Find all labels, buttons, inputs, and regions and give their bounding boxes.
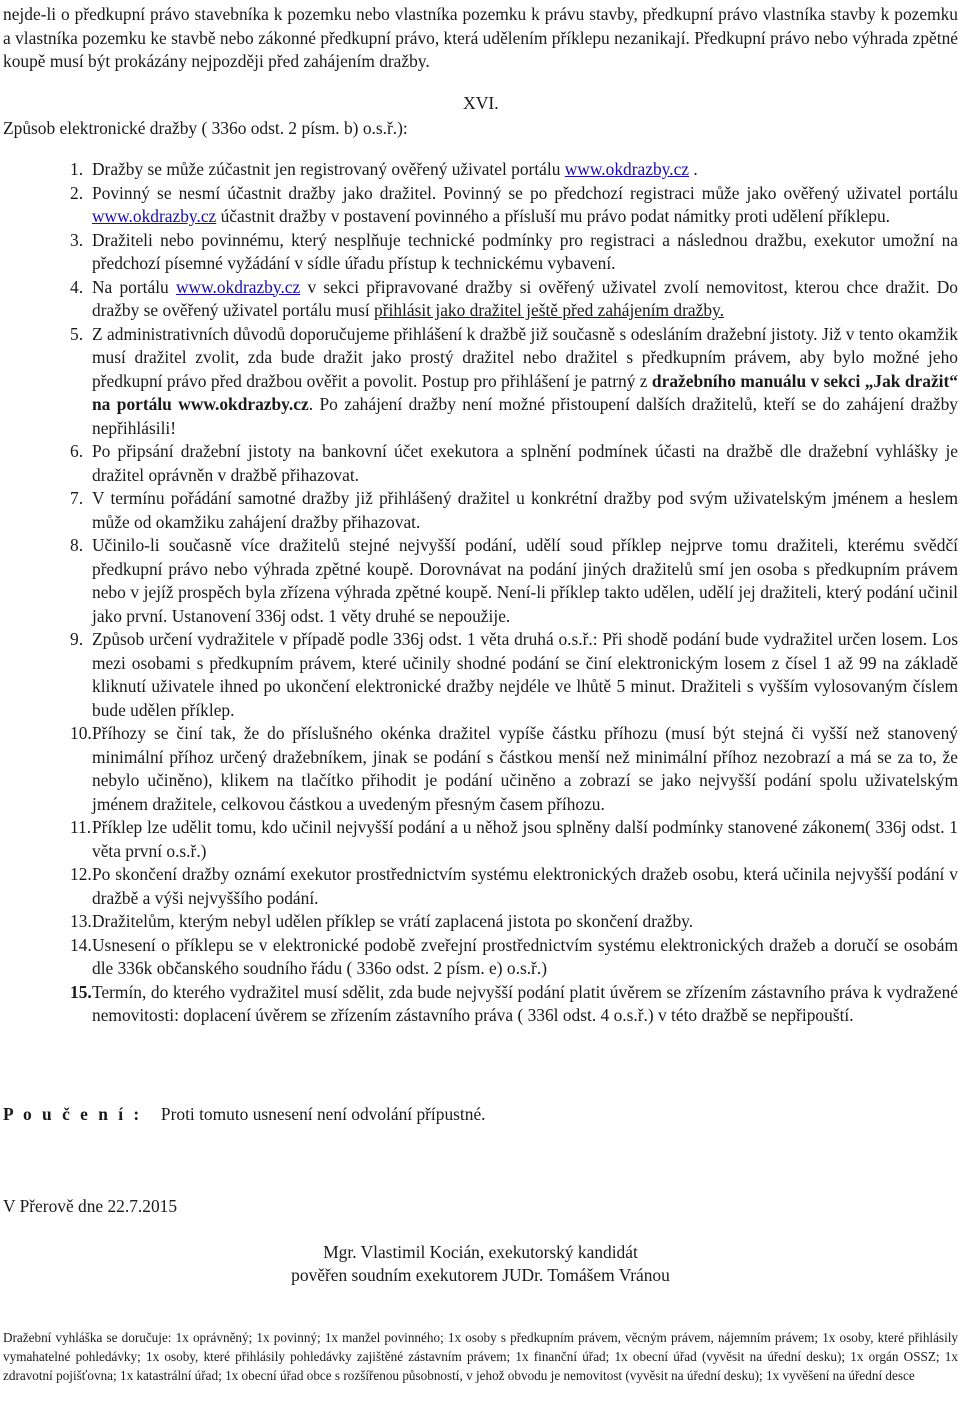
list-item-text-part: Usnesení o příklepu se v elektronické podobě zveřejní prostřednictvím systému elektronických dražeb a doručí se osobám dle 336k občanského soudního řádu ( 336o odst. 2 písm. e) o.s.ř.)	[92, 934, 958, 978]
list-item	[3, 934, 958, 981]
list-item-text-part: Povinný se nesmí účastnit dražby jako dražitel. Povinný se po předchozí registraci může jako ověřený uživatel portálu	[92, 182, 958, 203]
list-item-text	[92, 722, 958, 816]
intro-paragraph	[3, 3, 958, 74]
list-item	[3, 276, 958, 323]
list-item-number-text: 14.	[70, 934, 92, 955]
list-item	[3, 722, 958, 816]
list-item	[3, 182, 958, 229]
intro-text-2: Předkupní právo nebo výhrada zpětné koupě musí být prokázány nejpozději před zahájením dražby.	[3, 27, 958, 71]
list-item-text	[92, 276, 958, 323]
list-item-text	[92, 910, 958, 934]
list-item	[3, 863, 958, 910]
list-item-number-text: 4.	[70, 276, 84, 297]
list-item-number-text: 12.	[70, 864, 92, 884]
list-item	[3, 440, 958, 487]
list-item-number	[3, 323, 92, 441]
list-item-number-text: 9.	[70, 629, 84, 649]
list-item-text	[92, 182, 958, 229]
list-item-number-text: 6.	[70, 441, 84, 461]
okdrazby-link[interactable]: www.okdrazby.cz	[564, 159, 690, 179]
list-item-number-text: 13.	[70, 911, 92, 931]
manual-reference: dražebního manuálu v sekci „Jak dražit“ na portálu www.okdrazby.cz	[92, 370, 958, 414]
list-item-number	[3, 816, 92, 863]
list-item-number-text: 15.	[70, 981, 92, 1002]
list-item	[3, 229, 958, 276]
list-item-text-part: V termínu pořádání samotné dražby již přihlášený dražitel u konkrétní dražby pod svým uživatelským jménem a heslem může od okamžiku zahájení dražby přihazovat.	[92, 488, 958, 532]
list-item	[3, 816, 958, 863]
list-item-number	[3, 440, 92, 487]
list-item-text-part: Na portálu	[92, 276, 176, 297]
list-item-text	[92, 981, 958, 1028]
list-item-number-text: 8.	[70, 535, 84, 555]
list-item	[3, 981, 958, 1028]
list-item-number	[3, 182, 92, 229]
list-item-text-part: Dražby se může zúčastnit jen registrovaný ověřený uživatel portálu	[92, 159, 565, 179]
list-item-number	[3, 981, 92, 1028]
list-item-number-text: 2.	[70, 182, 84, 203]
list-item-text	[92, 229, 958, 276]
list-item-text-part: . Po zahájení dražby není možné přistoupení dalších dražitelů, kteří se do zahájení dražby nepřihlásili!	[92, 394, 958, 438]
list-item	[3, 323, 958, 441]
list-item-number	[3, 534, 92, 628]
list-item-number-text: 10.	[70, 723, 92, 743]
list-item-text-part: Po skončení dražby oznámí exekutor prostřednictvím systému elektronických dražeb osobu, která učinila nejvyšší podání v dražbě a výši nejvyššího podání.	[92, 864, 958, 908]
list-item-text	[92, 628, 958, 722]
okdrazby-link[interactable]: www.okdrazby.cz	[175, 276, 301, 297]
list-item-number-text: 7.	[70, 488, 84, 508]
list-item	[3, 534, 958, 628]
list-item-number	[3, 487, 92, 534]
list-item-number	[3, 158, 92, 182]
list-item-number-text: 3.	[70, 229, 84, 250]
place-and-date: V Přerově dne 22.7.2015	[3, 1196, 178, 1216]
list-item-text	[92, 534, 958, 628]
list-item-text-part: Příhozy se činí tak, že do příslušného okénka dražitel vypíše částku příhozu (musí být stejná či vyšší než stanovený minimální příhoz určený dražebníkem, jinak se podání s částkou menší než minimální příhoz nezobrazí a má se za to, že nebylo učiněno), klikem na tlačítko přihodit je podání učiněno a zobrazí se jako nejvyšší podání spolu uživatelským jménem dražitele, celkovou částkou a uvedeným přesným časem příhozu.	[92, 723, 958, 814]
signature-authority: pověřen soudním exekutorem JUDr. Tomášem Vránou	[291, 1265, 670, 1285]
list-item-number	[3, 934, 92, 981]
list-item-text-part: Dražiteli nebo povinnému, který nesplňuje technické podmínky pro registraci a následnou dražbu, exekutor umožní na předchozí písemné vyžádání v sídle úřadu přístup k technickému vybavení.	[92, 229, 958, 273]
list-item-text-part: Z administrativních důvodů doporučujeme přihlášení k dražbě již současně s odesláním dražební jistoty. Již v tento okamžik musí dražitel zvolit, zda bude dražit jako prostý dražitel nebo dražitel s předkupním právem, aby bylo možné jeho předkupní právo před dražbou ověřit a povolit. Postup pro přihlášení je patrný z	[92, 323, 958, 391]
distribution-footer: Dražební vyhláška se doručuje: 1x oprávněný; 1x povinný; 1x manžel povinného; 1x osoby s předkupním právem, věcným právem, nájemním právem; 1x osoby, které přihlásily vymahatelné pohledávky; 1x osoby, které přihlásily pohledávky zajištěné zástavním právem; 1x finanční úřad; 1x obecní úřad (vyvěsit na úřední desku); 1x orgán OSSZ; 1x zdravotní pojišťovna; 1x katastrální úřad; 1x obecní úřad obce s rozšířenou působností, v jehož obvodu je nemovitost (vyvěsit na úřední desku); 1x vyvěšení na úřední desce	[3, 1330, 958, 1384]
signature-name: Mgr. Vlastimil Kocián, exekutorský kandidát	[323, 1242, 638, 1262]
section-number: XVI.	[463, 93, 499, 113]
legal-notice-text: Proti tomuto usnesení není odvolání přípustné.	[160, 1104, 486, 1124]
list-item-text	[92, 323, 958, 441]
list-item-number	[3, 276, 92, 323]
list-item	[3, 487, 958, 534]
list-item-number	[3, 229, 92, 276]
list-item-number-text: 11.	[70, 817, 92, 837]
legal-notice-label: P o u č e n í :	[3, 1104, 143, 1124]
list-item-number-text: 1.	[70, 159, 84, 179]
list-item-text-part: Příklep lze udělit tomu, kdo učinil nejvyšší podání a u něhož jsou splněny další podmínky stanovené zákonem( 336j odst. 1 věta první o.s.ř.)	[92, 817, 958, 861]
list-item-text-part: .	[689, 159, 698, 179]
list-item-text-part: Dražitelům, kterým nebyl udělen příklep se vrátí zaplacená jistota po skončení dražby.	[92, 911, 694, 931]
list-item-number	[3, 628, 92, 722]
list-item-text-part: účastnit dražby v postavení povinného a přísluší mu právo podat námitky proti udělení příklepu.	[216, 206, 891, 226]
list-item-number	[3, 863, 92, 910]
list-item-text-part: Po připsání dražební jistoty na bankovní účet exekutora a splnění podmínek účasti na dražbě dle dražební vyhlášky je dražitel oprávněn v dražbě přihazovat.	[92, 441, 958, 485]
legal-notice	[3, 1103, 486, 1127]
list-item-text	[92, 863, 958, 910]
list-item-number-text: 5.	[70, 323, 84, 344]
list-item-text	[92, 487, 958, 534]
okdrazby-link[interactable]: www.okdrazby.cz	[92, 206, 217, 226]
list-item	[3, 910, 958, 934]
list-item-text	[92, 440, 958, 487]
list-item-text	[92, 816, 958, 863]
section-heading: Způsob elektronické dražby ( 336o odst. 2 písm. b) o.s.ř.):	[3, 118, 408, 138]
list-item-text	[92, 934, 958, 981]
list-item-number	[3, 722, 92, 816]
underlined-instruction: přihlásit jako dražitel ještě před zahájením dražby.	[374, 300, 724, 320]
list-item	[3, 628, 958, 722]
intro-text-1: nejde-li o předkupní právo stavebníka k pozemku nebo vlastníka pozemku k právu stavby, předkupní právo vlastníka stavby k pozemku a vlastníka pozemku ke stavbě nebo zákonné předkupní právo, která udělením příklepu nezanikají.	[3, 4, 958, 48]
rules-list	[3, 158, 958, 1028]
list-item	[3, 158, 958, 182]
list-item-text-part: Termín, do kterého vydražitel musí sdělit, zda bude nejvyšší podání platit úvěrem se zřízením zástavního práva k vydražené nemovitosti: doplacení úvěrem se zřízením zástavního práva ( 336l odst. 4 o.s.ř.) v této dražbě se nepřipouští.	[92, 981, 958, 1025]
list-item-number	[3, 910, 92, 934]
list-item-text-part: v sekci připravované dražby si ověřený uživatel zvolí nemovitost, kterou chce dražit. Do dražby se ověřený uživatel portálu musí	[92, 276, 958, 320]
list-item-text	[92, 158, 958, 182]
list-item-text-part: Způsob určení vydražitele v případě podle 336j odst. 1 věta druhá o.s.ř.: Při shodě podání bude vydražitel určen losem. Los mezi osobami s předkupním právem, které učinily shodné podání se činí elektronickým losem z čísel 1 až 99 na základě kliknutí uživatele ihned po ukončení elektronické dražby nejdéle ve lhůtě 5 minut. Dražiteli s vyšším vylosovaným číslem bude udělen příklep.	[92, 629, 958, 720]
list-item-text-part: Učinilo-li současně více dražitelů stejné nejvyšší podání, udělí soud příklep nejprve tomu dražiteli, kterému svědčí předkupní právo nebo výhrada zpětné koupě. Dorovnávat na podání jiných dražitelů smí jen osoba s předkupním právem nebo v jejíž prospěch byla zřízena výhrada zpětné koupě. Není-li příklep takto udělen, udělí jej dražiteli, který podání učinil jako první. Ustanovení 336j odst. 1 věty druhé se nepoužije.	[92, 535, 958, 626]
